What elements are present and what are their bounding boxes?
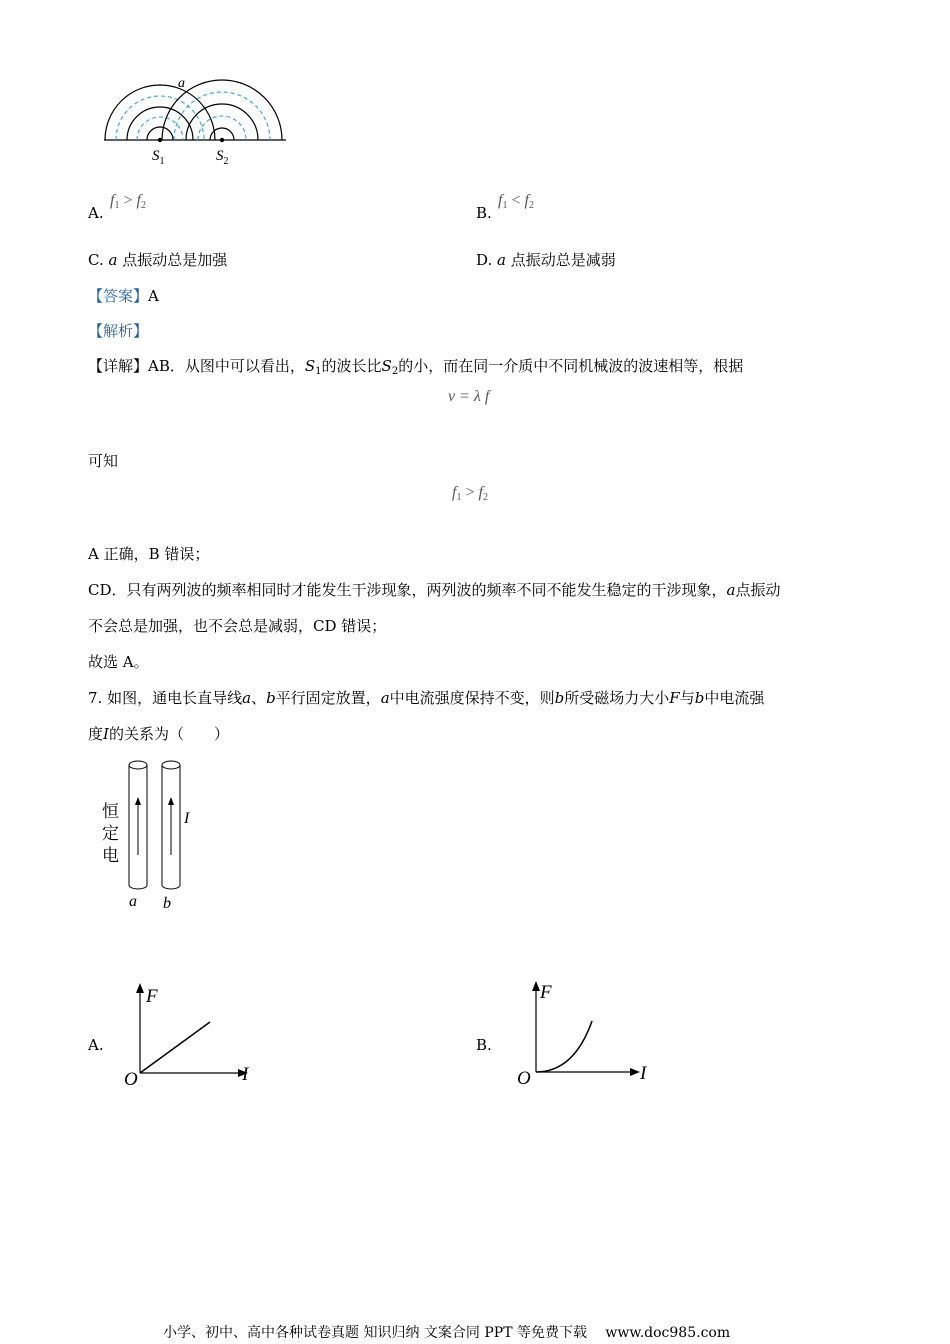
equation-frequency: $f_1 > f_2$ bbox=[452, 484, 488, 503]
graph-a-linear bbox=[118, 980, 268, 1090]
origin-label: O bbox=[517, 1068, 531, 1086]
current-i-label: I bbox=[184, 810, 190, 827]
option-c[interactable]: C. a 点振动总是加强 bbox=[88, 251, 228, 269]
option-a-formula: $f_1 > f_2$ bbox=[110, 192, 146, 211]
question-7-line-1: 7. 如图，通电长直导线a、b平行固定放置，a中电流强度保持不变，则b所受磁场力大小F与b中电流强 bbox=[88, 689, 765, 707]
answer-line: 【答案】A bbox=[88, 287, 159, 305]
analysis-label: 【解析】 bbox=[88, 322, 149, 340]
detail-paragraph-1: 【详解】AB．从图中可以看出，$S_1$的波长比$S_2$的小，而在同一介质中不同机械波的波速相等，根据 bbox=[88, 357, 744, 377]
wire-a-label: a bbox=[129, 893, 137, 910]
side-label-1: 恒 bbox=[102, 802, 119, 821]
question-7-line-2: 度I的关系为（ ） bbox=[88, 725, 229, 743]
q7-option-b[interactable]: B. bbox=[476, 1036, 492, 1054]
q7-option-a[interactable]: A. bbox=[88, 1036, 104, 1054]
wave-interference-figure bbox=[100, 70, 300, 170]
x-axis-i-label: I bbox=[242, 1064, 249, 1085]
detail-paragraph-5: 不会总是加强，也不会总是减弱，CD 错误； bbox=[88, 617, 387, 635]
linear-curve bbox=[140, 1022, 210, 1073]
quadratic-curve bbox=[536, 1021, 592, 1072]
s2-label: $S_2$ bbox=[216, 148, 229, 167]
detail-paragraph-4: CD．只有两列波的频率相同时才能发生干涉现象，两列波的频率不同不能发生稳定的干涉现象，a点振动 bbox=[88, 581, 781, 599]
side-label-2: 定 bbox=[102, 824, 119, 843]
detail-paragraph-3: A 正确，B 错误； bbox=[88, 545, 210, 563]
y-axis-f-label: F bbox=[540, 982, 552, 1003]
option-d[interactable]: D. a 点振动总是减弱 bbox=[476, 251, 616, 269]
footer-text: 小学、初中、高中各种试卷真题 知识归纳 文案合同 PPT 等免费下载 www.doc985.com bbox=[163, 1325, 731, 1341]
point-a-label: a bbox=[178, 76, 185, 91]
detail-paragraph-6: 故选 A。 bbox=[88, 653, 149, 671]
equation-wave-speed: v = λ f bbox=[448, 388, 490, 405]
detail-paragraph-2: 可知 bbox=[88, 452, 119, 470]
x-axis-i-label: I bbox=[640, 1063, 647, 1084]
origin-label: O bbox=[124, 1069, 138, 1090]
s1-label: $S_1$ bbox=[152, 148, 165, 167]
parallel-wires-figure bbox=[96, 755, 206, 915]
wire-b-label: b bbox=[163, 895, 171, 912]
option-b[interactable]: B. bbox=[476, 204, 492, 222]
graph-b-quadratic bbox=[514, 976, 664, 1086]
option-b-formula: $f_1 < f_2$ bbox=[498, 192, 534, 211]
side-label-3: 电 bbox=[102, 846, 119, 865]
option-a[interactable]: A. bbox=[88, 204, 104, 222]
y-axis-f-label: F bbox=[146, 986, 158, 1007]
